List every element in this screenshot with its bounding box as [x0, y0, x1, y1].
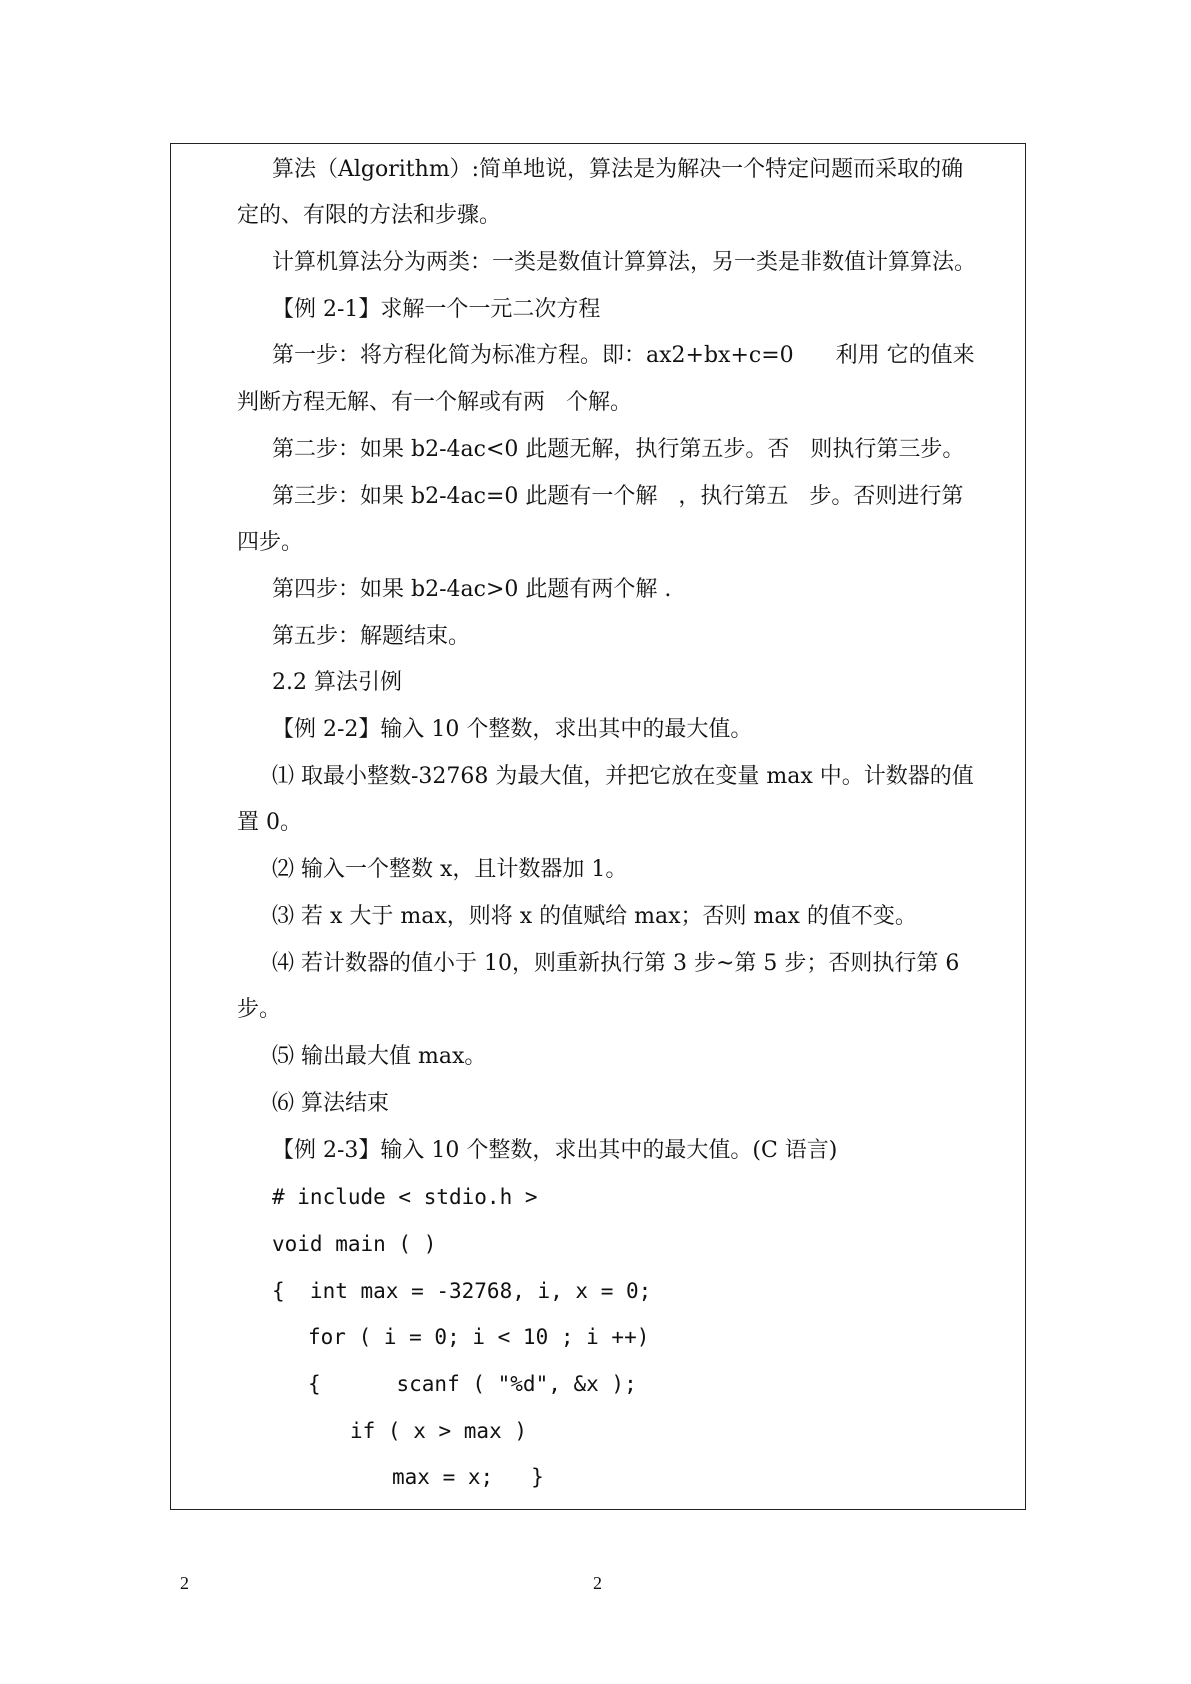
paragraph-line: 置 0。	[237, 810, 302, 835]
code-line: max = x; }	[392, 1465, 544, 1489]
paragraph-line: 计算机算法分为两类：一类是数值计算算法，另一类是非数值计算算法。	[272, 250, 977, 275]
paragraph-line: ⑴ 取最小整数-32768 为最大值，并把它放在变量 max 中。计数器的值	[272, 764, 974, 789]
paragraph-line: 第三步：如果 b2-4ac=0 此题有一个解 ，执行第五 步。否则进行第	[272, 484, 964, 509]
code-line: void main ( )	[272, 1232, 437, 1256]
paragraph-line: ⑶ 若 x 大于 max，则将 x 的值赋给 max；否则 max 的值不变。	[272, 904, 917, 929]
paragraph-line: 步。	[237, 997, 282, 1022]
paragraph-line: 【例 2-2】输入 10 个整数，求出其中的最大值。	[272, 717, 753, 742]
paragraph-line: ⑷ 若计数器的值小于 10，则重新执行第 3 步~第 5 步；否则执行第 6	[272, 951, 960, 976]
page-number-left: 2	[180, 1573, 189, 1593]
section-heading: 2.2 算法引例	[272, 670, 402, 695]
paragraph-line: 第二步：如果 b2-4ac<0 此题无解，执行第五步。否 则执行第三步。	[272, 437, 965, 462]
paragraph-line: 第四步：如果 b2-4ac>0 此题有两个解 .	[272, 577, 672, 602]
paragraph-line: 第五步：解题结束。	[272, 624, 471, 649]
code-line: # include < stdio.h >	[272, 1185, 538, 1209]
paragraph-line: ⑸ 输出最大值 max。	[272, 1044, 487, 1069]
code-line: for ( i = 0; i < 10 ; i ++)	[308, 1325, 650, 1349]
paragraph-line: ⑹ 算法结束	[272, 1091, 389, 1116]
paragraph-line: 定的、有限的方法和步骤。	[237, 203, 502, 228]
paragraph-line: 第一步：将方程化简为标准方程。即：ax2+bx+c=0 利用 它的值来	[272, 343, 975, 368]
code-line: if ( x > max )	[350, 1419, 528, 1443]
code-line: { int max = -32768, i, x = 0;	[272, 1279, 652, 1303]
code-line: { scanf ( "%d", &x );	[308, 1372, 637, 1396]
paragraph-line: 算法（Algorithm）:简单地说，算法是为解决一个特定问题而采取的确	[272, 157, 964, 182]
paragraph-line: 判断方程无解、有一个解或有两 个解。	[237, 390, 632, 415]
paragraph-line: 【例 2-1】求解一个一元二次方程	[272, 297, 601, 322]
paragraph-line: ⑵ 输入一个整数 x，且计数器加 1。	[272, 857, 628, 882]
paragraph-line: 【例 2-3】输入 10 个整数，求出其中的最大值。(C 语言)	[272, 1138, 838, 1163]
page-number-center: 2	[593, 1573, 602, 1593]
paragraph-line: 四步。	[237, 530, 304, 555]
